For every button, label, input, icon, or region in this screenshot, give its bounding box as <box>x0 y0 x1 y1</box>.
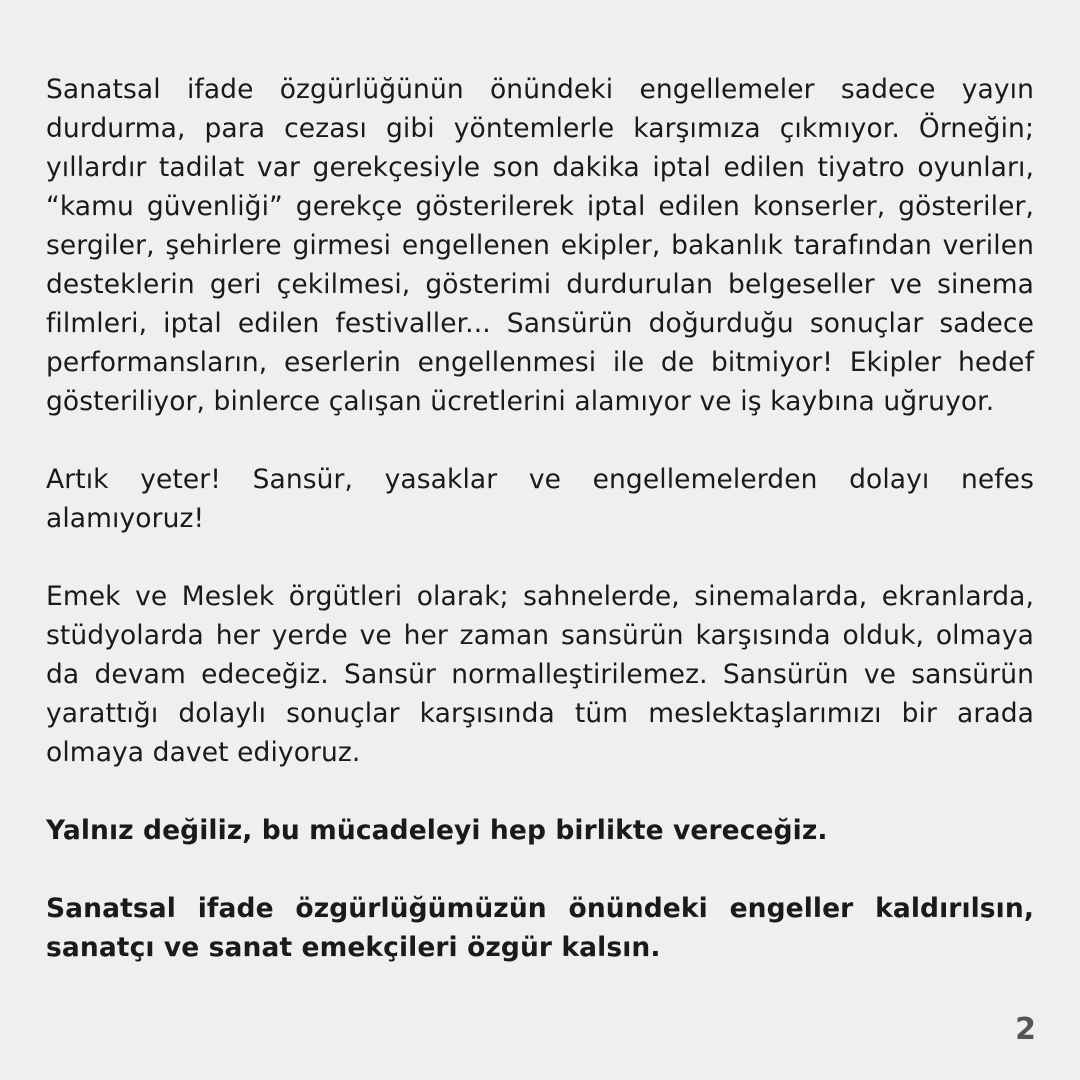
paragraph-organizations: Emek ve Meslek örgütleri olarak; sahnelerde, sinemalarda, ekranlarda, stüdyolarda her yerde ve her zaman sansürün karşısında olduk, olmaya da devam edeceğiz. Sansür normalleştirilemez. Sansürün ve sansürün yarattığı dolaylı sonuçlar karşısında tüm meslektaşlarımızı bir arada olmaya davet ediyoruz. <box>46 581 1034 768</box>
paragraph-demand: Sanatsal ifade özgürlüğümüzün önündeki engeller kaldırılsın, sanatçı ve sanat emekçileri özgür kalsın. <box>46 893 1034 963</box>
page-number: 2 <box>1015 1012 1036 1047</box>
paragraph-restrictions: Sanatsal ifade özgürlüğünün önündeki engellemeler sadece yayın durdurma, para cezası gibi yöntemlerle karşımıza çıkmıyor. Örneğin; yıllardır tadilat var gerekçesiyle son dakika iptal edilen tiyatro oyunları, “kamu güvenliği” gerekçe gösterilerek iptal edilen konserler, gösteriler, sergiler, şehirlere girmesi engellenen ekipler, bakanlık tarafından verilen desteklerin geri çekilmesi, gösterimi durdurulan belgeseller ve sinema filmleri, iptal edilen festivaller... Sansürün doğurduğu sonuçlar sadece performansların, eserlerin engellenmesi ile de bitmiyor! Ekipler hedef gösteriliyor, binlerce çalışan ücretlerini alamıyor ve iş kaybına uğruyor. <box>46 74 1034 417</box>
paragraph-enough: Artık yeter! Sansür, yasaklar ve engellemelerden dolayı nefes alamıyoruz! <box>46 464 1034 534</box>
paragraph-not-alone: Yalnız değiliz, bu mücadeleyi hep birlikte vereceğiz. <box>46 815 828 846</box>
document-body <box>46 70 1034 967</box>
